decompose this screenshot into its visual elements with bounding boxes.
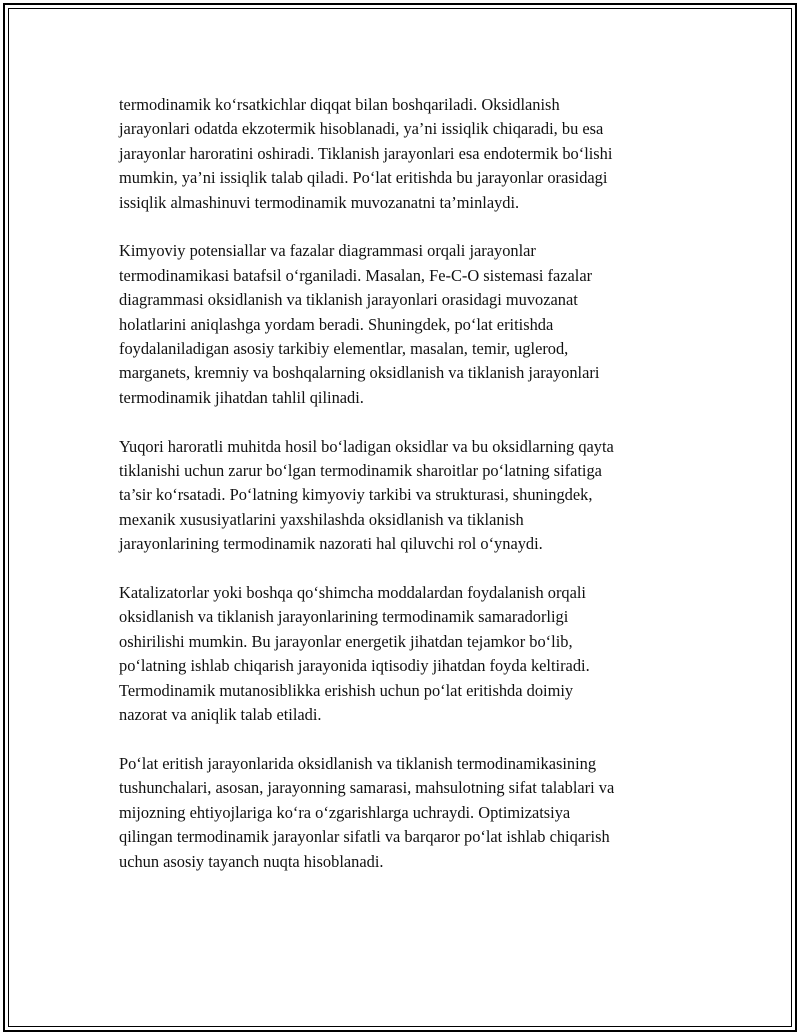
paragraph-line: termodinamikasi batafsil o‘rganiladi. Masalan, Fe-C-O sistemasi fazalar [119, 265, 593, 285]
paragraph-line: Po‘lat eritish jarayonlarida oksidlanish va tiklanish termodinamikasining [119, 753, 597, 773]
paragraph-4 [119, 581, 689, 727]
paragraph-line: Kimyoviy potensiallar va fazalar diagrammasi orqali jarayonlar [119, 241, 536, 261]
paragraph-line: mumkin, ya’ni issiqlik talab qiladi. Po‘lat eritishda bu jarayonlar orasidagi [119, 168, 608, 188]
paragraph-line: mijozning ehtiyojlariga ko‘ra o‘zgarishlarga uchraydi. Optimizatsiya [119, 802, 571, 822]
paragraph-line: po‘latning ishlab chiqarish jarayonida iqtisodiy jihatdan foyda keltiradi. [119, 656, 590, 676]
paragraph-line: oshirilishi mumkin. Bu jarayonlar energetik jihatdan tejamkor bo‘lib, [119, 631, 573, 651]
paragraph-line: tushunchalari, asosan, jarayonning samarasi, mahsulotning sifat talablari va [119, 778, 615, 798]
paragraph-line: Katalizatorlar yoki boshqa qo‘shimcha moddalardan foydalanish orqali [119, 583, 586, 603]
paragraph-line: termodinamik jihatdan tahlil qilinadi. [119, 387, 364, 407]
paragraph-3 [119, 435, 689, 557]
paragraph-line: mexanik xususiyatlarini yaxshilashda oksidlanish va tiklanish [119, 509, 524, 529]
paragraph-line: tiklanishi uchun zarur bo‘lgan termodinamik sharoitlar po‘latning sifatiga [119, 461, 602, 481]
paragraph-line: diagrammasi oksidlanish va tiklanish jarayonlari orasidagi muvozanat [119, 290, 578, 310]
paragraph-line: oksidlanish va tiklanish jarayonlarining termodinamik samaradorligi [119, 607, 569, 627]
paragraph-1 [119, 93, 689, 215]
paragraph-line: holatlarini aniqlashga yordam beradi. Shuningdek, po‘lat eritishda [119, 314, 554, 334]
paragraph-line: jarayonlar haroratini oshiradi. Tiklanish jarayonlari esa endotermik bo‘lishi [119, 143, 613, 163]
paragraph-line: Yuqori haroratli muhitda hosil bo‘ladigan oksidlar va bu oksidlarning qayta [119, 436, 614, 456]
document-body [119, 93, 689, 874]
paragraph-line: Termodinamik mutanosiblikka erishish uchun po‘lat eritishda doimiy [119, 680, 574, 700]
paragraph-line: nazorat va aniqlik talab etiladi. [119, 705, 322, 725]
paragraph-line: jarayonlari odatda ekzotermik hisoblanadi, ya’ni issiqlik chiqaradi, bu esa [119, 119, 604, 139]
paragraph-line: termodinamik ko‘rsatkichlar diqqat bilan boshqariladi. Oksidlanish [119, 95, 560, 114]
paragraph-2 [119, 239, 689, 410]
paragraph-line: marganets, kremniy va boshqalarning oksidlanish va tiklanish jarayonlari [119, 363, 600, 383]
paragraph-line: ta’sir ko‘rsatadi. Po‘latning kimyoviy tarkibi va strukturasi, shuningdek, [119, 485, 593, 505]
paragraph-5 [119, 752, 689, 874]
paragraph-line: qilingan termodinamik jarayonlar sifatli va barqaror po‘lat ishlab chiqarish [119, 827, 610, 847]
paragraph-line: foydalaniladigan asosiy tarkibiy elementlar, masalan, temir, uglerod, [119, 339, 569, 359]
paragraph-line: issiqlik almashinuvi termodinamik muvozanatni ta’minlaydi. [119, 192, 520, 212]
paragraph-line: uchun asosiy tayanch nuqta hisoblanadi. [119, 851, 384, 871]
paragraph-line: jarayonlarining termodinamik nazorati hal qiluvchi rol o‘ynaydi. [119, 534, 543, 554]
